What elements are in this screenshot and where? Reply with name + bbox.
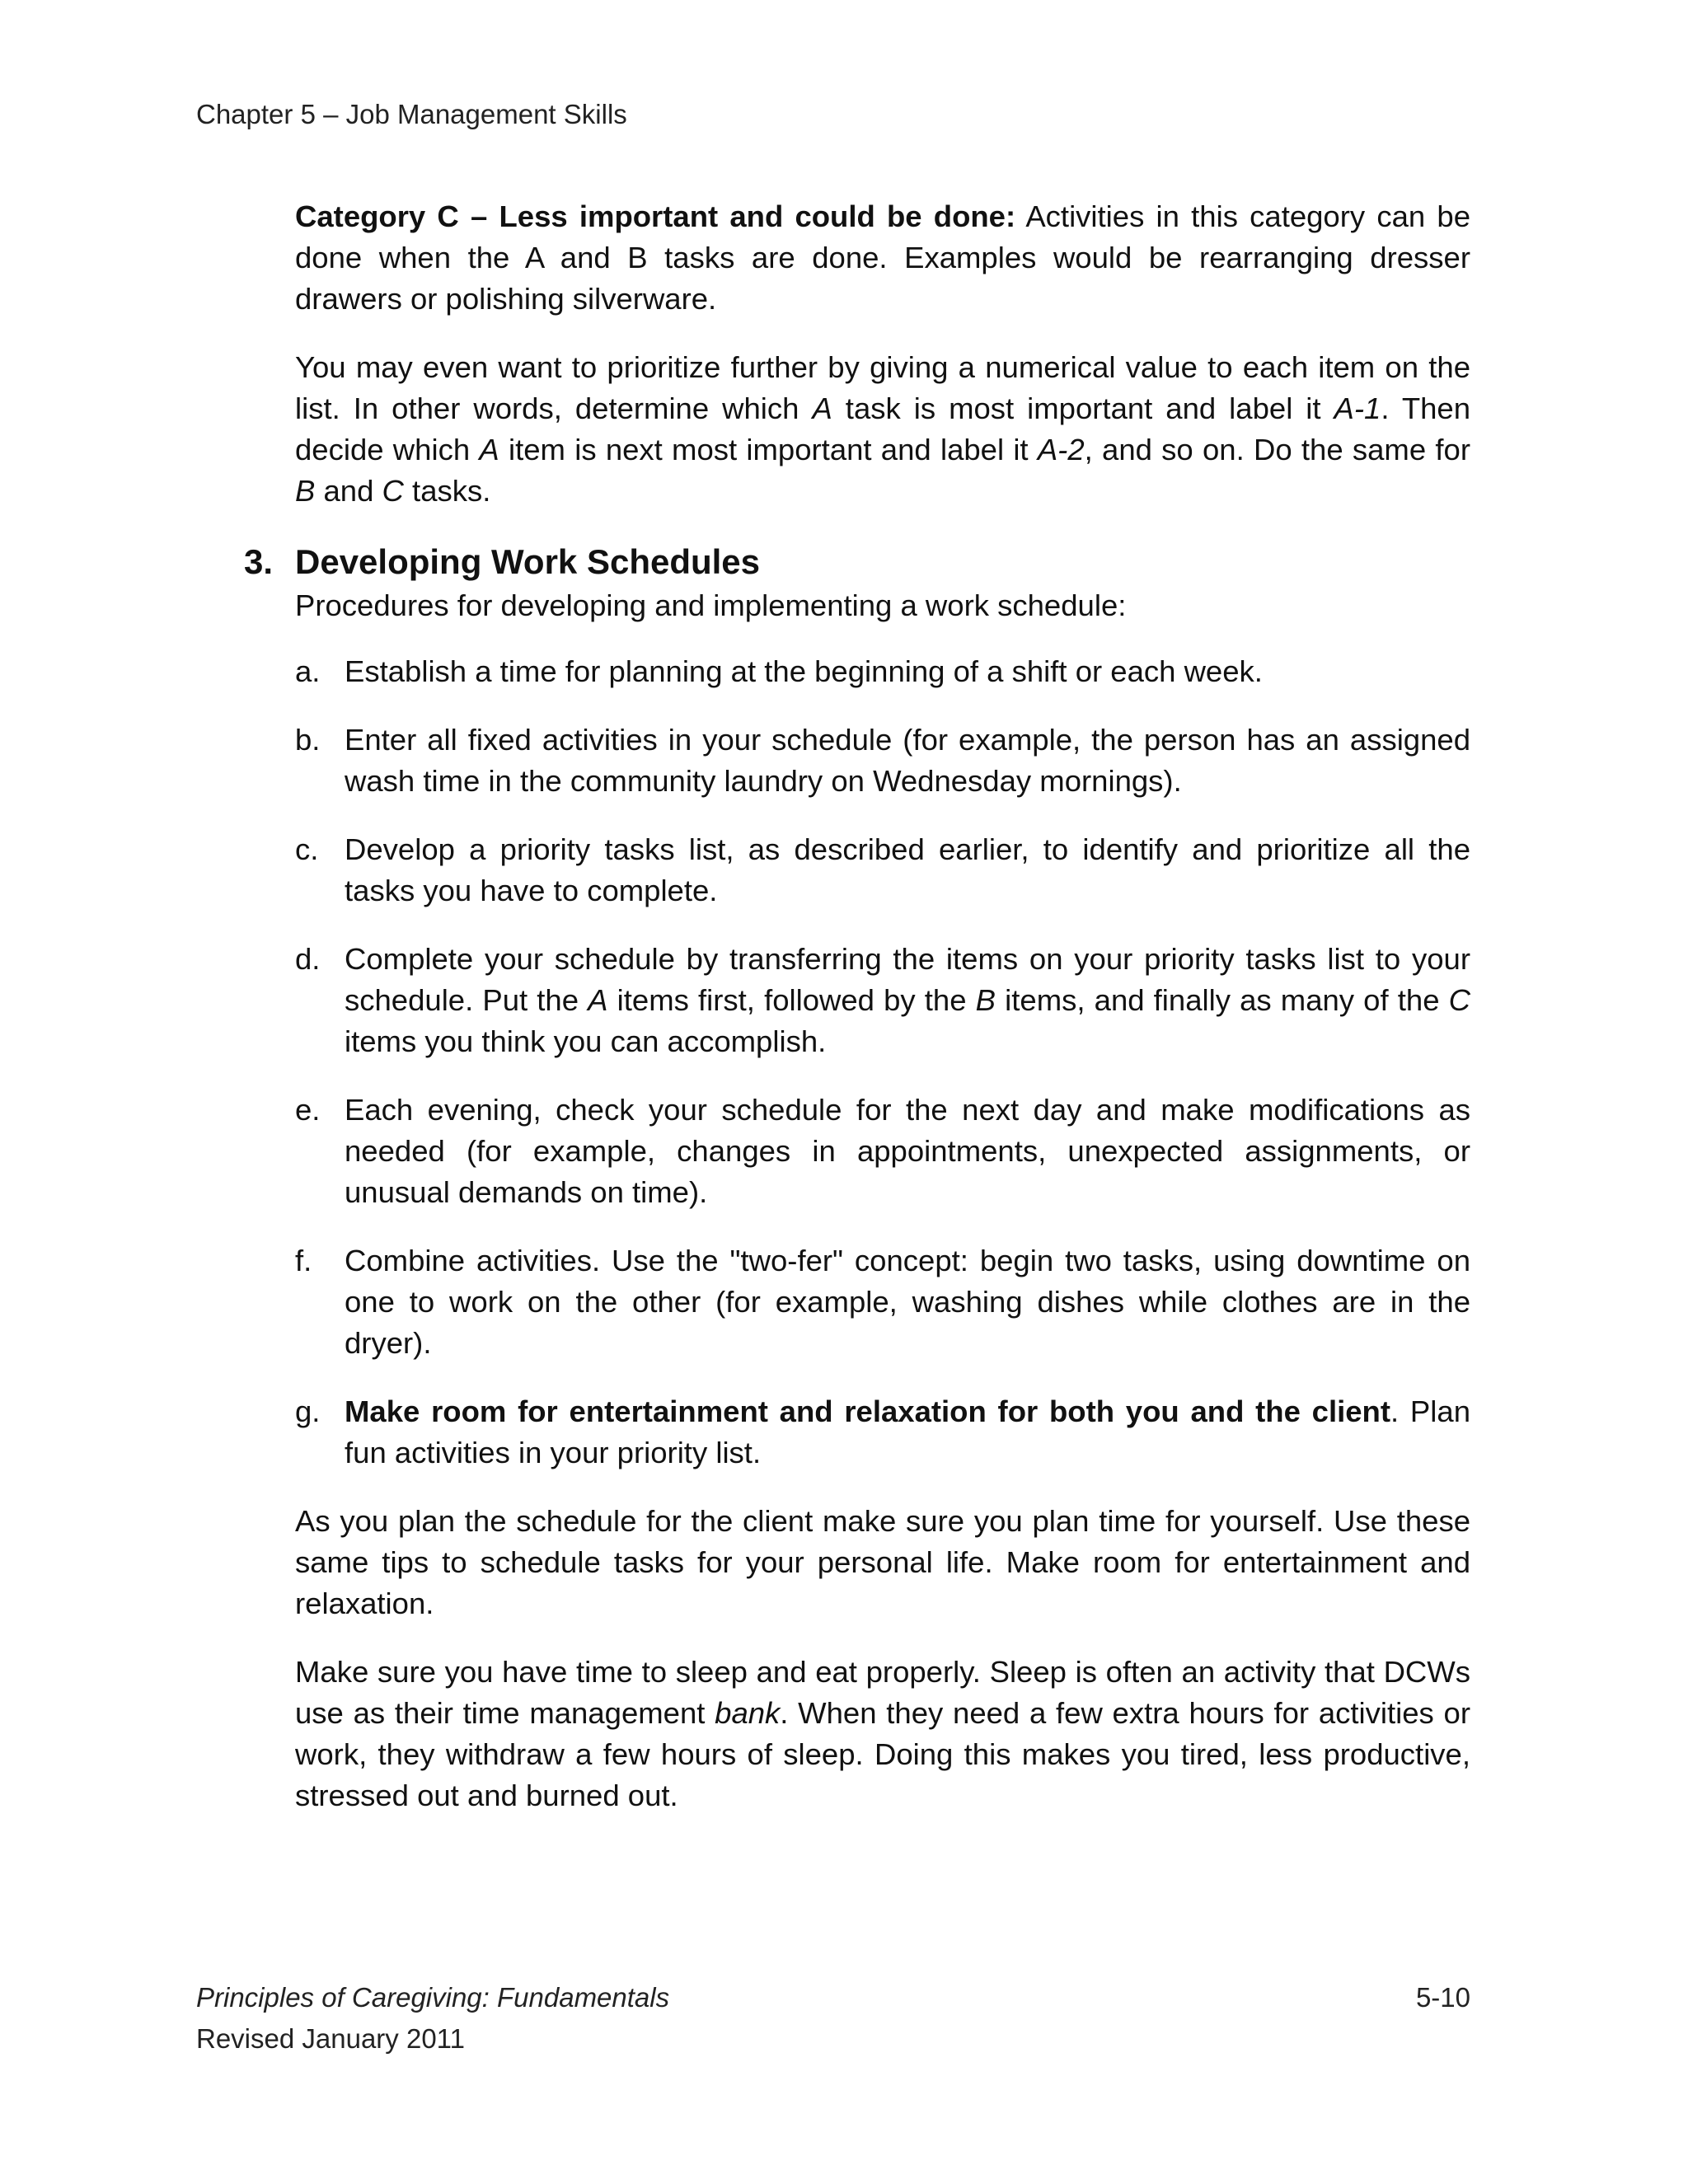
bold-lead: Make room for entertainment and relaxation for both you and the client — [345, 1394, 1391, 1428]
text-run: task is most important and label it — [832, 391, 1334, 425]
text-run: , and so on. Do the same for — [1084, 433, 1470, 466]
section-intro: Procedures for developing and implementing a work schedule: — [295, 588, 1127, 622]
list-item-text: Combine activities. Use the "two-fer" concept: begin two tasks, using downtime on one to work on the other (for example, washing dishes while clothes are in the dryer). — [345, 1244, 1470, 1360]
italic-term: C — [1448, 983, 1470, 1017]
italic-term: C — [382, 474, 404, 508]
category-c-lead: Category C – Less important and could be done: — [295, 199, 1016, 233]
text-run: item is next most important and label it — [499, 433, 1038, 466]
category-c-text: Activities in this category can be done when the A and B tasks are done. Examples would be rearranging dresser drawers or polishing silverware. — [295, 199, 1470, 316]
italic-term: A-1 — [1334, 391, 1381, 425]
italic-term: bank — [715, 1696, 781, 1730]
footer-revised-date: Revised January 2011 — [196, 2023, 465, 2054]
list-item — [295, 719, 1470, 802]
text-run: You may even want to prioritize further by giving a numerical value to each item on the list. In other words, determine which — [295, 350, 1470, 425]
prioritize-paragraph — [295, 347, 1470, 512]
list-item-text: Establish a time for planning at the beginning of a shift or each week. — [345, 654, 1263, 688]
section-title: Developing Work Schedules — [295, 542, 761, 581]
section-number: 3. — [244, 542, 274, 581]
list-item-text: Develop a priority tasks list, as described earlier, to identify and prioritize all the tasks you have to complete. — [345, 832, 1470, 907]
category-c-paragraph — [295, 196, 1470, 320]
list-marker: g. — [295, 1394, 321, 1428]
text-run: . Plan fun activities in your priority list. — [345, 1394, 1470, 1469]
page-body — [244, 196, 1471, 1844]
page-number: 5-10 — [1415, 1982, 1470, 2013]
italic-term: A — [812, 391, 832, 425]
list-item — [295, 1090, 1470, 1213]
text-run: items first, followed by the — [607, 983, 976, 1017]
list-item — [295, 939, 1470, 1062]
italic-term: A — [479, 433, 499, 466]
text-run: items, and finally as many of the — [996, 983, 1449, 1017]
text-run: tasks. — [403, 474, 491, 508]
list-item — [295, 651, 1470, 692]
list-marker: e. — [295, 1093, 321, 1127]
list-marker: c. — [295, 832, 319, 866]
list-marker: b. — [295, 723, 321, 757]
italic-term: A-2 — [1037, 433, 1085, 466]
list-item — [295, 829, 1470, 912]
list-marker: d. — [295, 942, 321, 976]
section-heading — [244, 539, 1470, 585]
list-item-text: Enter all fixed activities in your schedule (for example, the person has an assigned wash time in the community laundry on Wednesday mornings). — [345, 723, 1470, 798]
italic-term: A — [588, 983, 608, 1017]
list-item-text: Each evening, check your schedule for the next day and make modifications as needed (for example, changes in appointments, unexpected assignments, or unusual demands on time). — [345, 1093, 1470, 1209]
text-run: and — [315, 474, 382, 508]
list-marker: f. — [295, 1244, 312, 1277]
list-item — [295, 1240, 1470, 1364]
plan-paragraph: As you plan the schedule for the client make sure you plan time for yourself. Use these same tips to schedule tasks for your personal life. Make room for entertainment and relaxation. — [295, 1504, 1470, 1620]
text-run: items you think you can accomplish. — [345, 1024, 827, 1058]
text-run: Complete your schedule by transferring the items on your priority tasks list to your schedule. Put the — [345, 942, 1470, 1017]
italic-term: B — [295, 474, 316, 508]
text-run: . When they need a few extra hours for activities or work, they withdraw a few hours of sleep. Doing this makes you tired, less productive, stressed out and burned out. — [295, 1696, 1470, 1812]
italic-term: B — [975, 983, 996, 1017]
list-marker: a. — [295, 654, 321, 688]
running-header: Chapter 5 – Job Management Skills — [196, 99, 627, 129]
text-run: . Then decide which — [295, 391, 1471, 466]
text-run: Make sure you have time to sleep and eat properly. Sleep is often an activity that DCWs use as their time management — [295, 1655, 1470, 1730]
list-item — [295, 1391, 1470, 1474]
procedure-list — [295, 651, 1470, 1474]
footer-title: Principles of Caregiving: Fundamentals — [196, 1982, 670, 2013]
sleep-paragraph — [295, 1652, 1470, 1816]
